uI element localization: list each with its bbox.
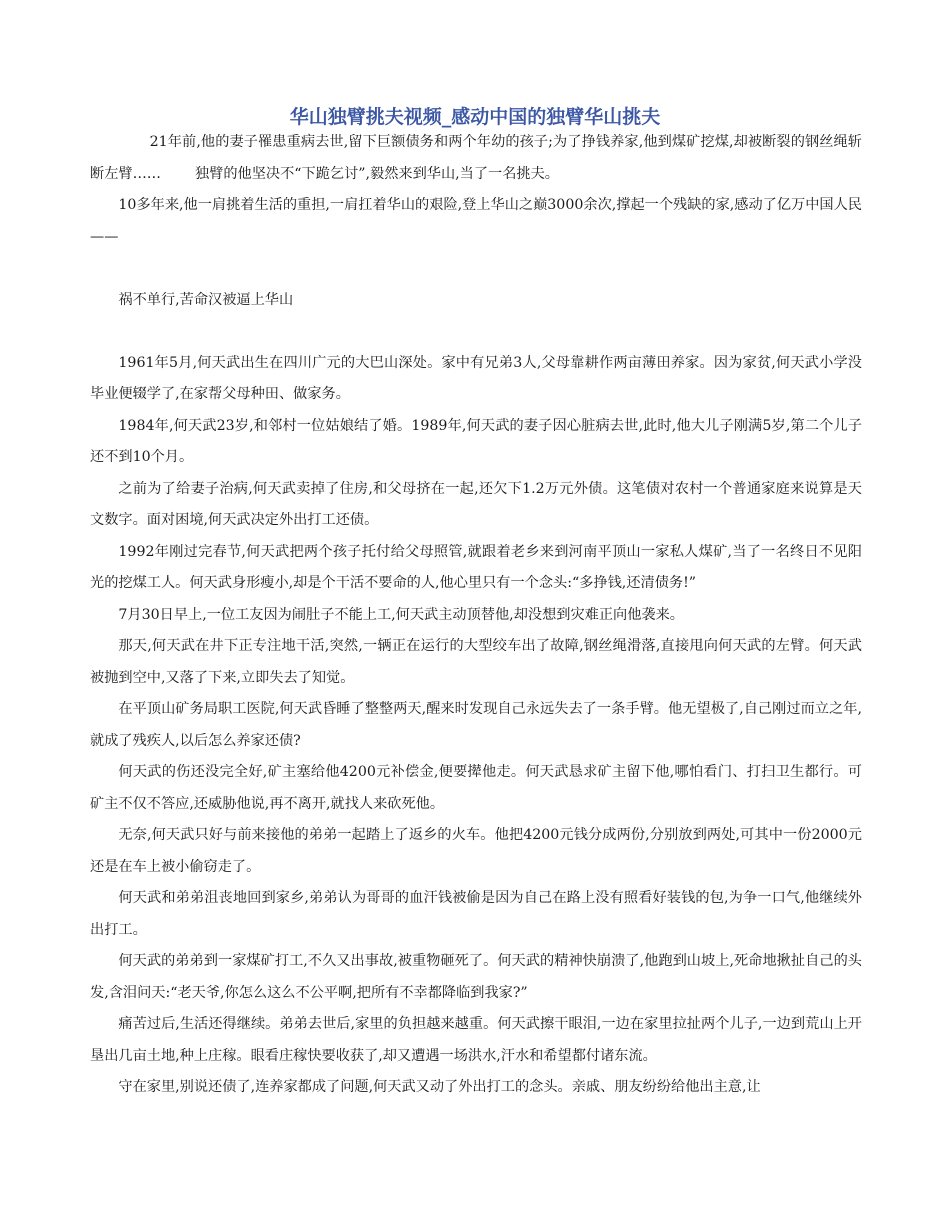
paragraph-2: 10多年来,他一肩挑着生活的重担,一肩扛着华山的艰险,登上华山之巅3000余次,撑起一个残缺的家,感动了亿万中国人民—— bbox=[90, 197, 862, 245]
intro-text-part2: 独臂的他坚决不“下跪乞讨”,毅然来到华山,当了一名挑夫。 bbox=[194, 165, 559, 182]
paragraph-15: 守在家里,别说还债了,连养家都成了问题,何天武又动了外出打工的念头。亲戚、朋友纷纷给他出主意,让 bbox=[118, 1079, 761, 1095]
section-heading: 祸不单行,苦命汉被逼上华山 bbox=[118, 291, 294, 308]
paragraph-5: 之前为了给妻子治病,何天武卖掉了住房,和父母挤在一起,还欠下1.2万元外债。这笔债对农村一个普通家庭来说算是天文数字。面对困境,何天武决定外出打工还债。 bbox=[90, 480, 862, 528]
paragraph-8: 那天,何天武在井下正专注地干活,突然,一辆正在运行的大型绞车出了故障,钢丝绳滑落,直接甩向何天武的左臂。何天武被抛到空中,又落了下来,立即失去了知觉。 bbox=[90, 638, 862, 686]
intro-paragraph bbox=[90, 127, 862, 190]
intro-text-part1: 21年前,他的妻子罹患重病去世,留下巨额债务和两个年幼的孩子;为了挣钱养家,他到煤矿挖煤,却被断裂的钢丝绳斩断左臂…… bbox=[90, 134, 862, 182]
article-body bbox=[90, 127, 862, 1104]
paragraph-11: 无奈,何天武只好与前来接他的弟弟一起踏上了返乡的火车。他把4200元钱分成两份,分别放到两处,可其中一份2000元还是在车上被小偷窃走了。 bbox=[90, 827, 862, 875]
paragraph-6: 1992年刚过完春节,何天武把两个孩子托付给父母照管,就跟着老乡来到河南平顶山一家私人煤矿,当了一名终日不见阳光的挖煤工人。何天武身形瘦小,却是个干活不要命的人,他心里只有一个念头:“多挣钱,还清债务!” bbox=[90, 543, 862, 591]
paragraph-13: 何天武的弟弟到一家煤矿打工,不久又出事故,被重物砸死了。何天武的精神快崩溃了,他跑到山坡上,死命地揪扯自己的头发,含泪问天:“老天爷,你怎么这么不公平啊,把所有不幸都降临到我家?” bbox=[90, 953, 862, 1001]
paragraph-10: 何天武的伤还没完全好,矿主塞给他4200元补偿金,便要撵他走。何天武恳求矿主留下他,哪怕看门、打扫卫生都行。可矿主不仅不答应,还威胁他说,再不离开,就找人来砍死他。 bbox=[90, 764, 862, 812]
paragraph-4: 1984年,何天武23岁,和邻村一位姑娘结了婚。1989年,何天武的妻子因心脏病去世,此时,他大儿子刚满5岁,第二个儿子还不到10个月。 bbox=[90, 417, 862, 465]
paragraph-7: 7月30日早上,一位工友因为闹肚子不能上工,何天武主动顶替他,却没想到灾难正向他袭来。 bbox=[118, 606, 684, 623]
document-title: 华山独臂挑夫视频_感动中国的独臂华山挑夫 bbox=[289, 106, 661, 128]
paragraph-3: 1961年5月,何天武出生在四川广元的大巴山深处。家中有兄弟3人,父母靠耕作两亩薄田养家。因为家贫,何天武小学没毕业便辍学了,在家帮父母种田、做家务。 bbox=[90, 354, 862, 402]
paragraph-14: 痛苦过后,生活还得继续。弟弟去世后,家里的负担越来越重。何天武擦干眼泪,一边在家里拉扯两个儿子,一边到荒山上开垦出几亩土地,种上庄稼。眼看庄稼快要收获了,却又遭遇一场洪水,汗水和希望都付诸东流。 bbox=[90, 1016, 862, 1064]
paragraph-12: 何天武和弟弟沮丧地回到家乡,弟弟认为哥哥的血汗钱被偷是因为自己在路上没有照看好装钱的包,为争一口气,他继续外出打工。 bbox=[90, 890, 862, 938]
paragraph-9: 在平顶山矿务局职工医院,何天武昏睡了整整两天,醒来时发现自己永远失去了一条手臂。他无望极了,自己刚过而立之年,就成了残疾人,以后怎么养家还债? bbox=[90, 701, 862, 749]
